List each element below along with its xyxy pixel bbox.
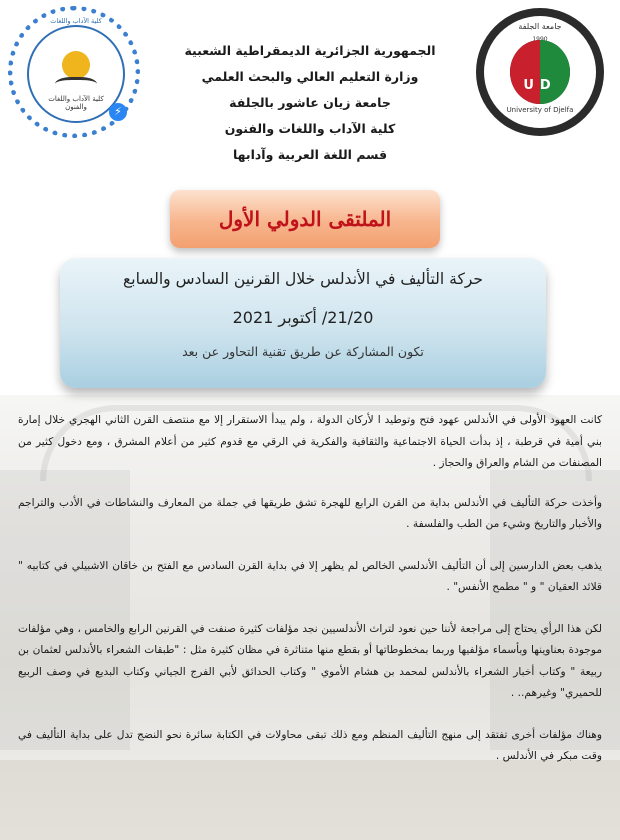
paragraph-1: كانت العهود الأولى في الأندلس عهود فتح وتوطيد ا لأركان الدولة ، ولم يبدأ الاستقرار إلا مع منتصف القرن الثاني الهجري خلال إمارة بني أمية في قرطبة ، إذ بدأت الحياة الاجتماعية والثقافية والفكرية في الرقي مع قدوم كثير من أعلام المشرق ، ومع دخول كثير من المصنفات من الشام والعراق والحجاز . <box>18 414 602 469</box>
university-logo-letters: UD <box>523 78 557 93</box>
emblem-red-stripe <box>510 40 540 104</box>
participation-mode: تكون المشاركة عن طريق تقنية التحاور عن بعد <box>182 344 424 359</box>
paragraph-4: لكن هذا الرأي يحتاج إلى مراجعة لأننا حين نعود لتراث الأندلسيين نجد مؤلفات كثيرة صنفت في القرنين الرابع والخامس ، وهي مؤلفات موجودة بعناوينها وبأسماء مؤلفيها وربما بمخطوطاتها أو بقطع منها متناثرة في مظان كثيرة مثل : "طبقات الشعراء بالأندلس لعثمان بن ربيعة " وكتاب أخبار الشعراء بالأندلس لمحمد بن هشام الأموي " وكتاب الحدائق لأبي الفرج الجياني وكتاب البديع في وصف الربيع للحميري" وغيرهم.. . <box>18 622 602 699</box>
faculty-logo <box>8 6 140 138</box>
header-line-university: جامعة زيان عاشور بالجلفة <box>229 95 391 110</box>
university-logo <box>476 8 604 136</box>
header-line-department: قسم اللغة العربية وآدابها <box>232 147 388 162</box>
university-logo-emblem <box>510 40 570 104</box>
emblem-green-stripe <box>540 40 570 104</box>
paragraph-2: وأخذت حركة التأليف في الأندلس بداية من القرن الرابع للهجرة تشق طريقها في جملة من المعارف والنشاطات في الأدب والتراجم والأخبار والتاريخ وشيء من الطب والفلسفة . <box>18 496 602 530</box>
sun-icon <box>62 51 90 79</box>
header-line-faculty: كلية الآداب واللغات والفنون <box>224 121 396 136</box>
university-logo-arabic: جامعة الجلفة <box>518 22 562 31</box>
conference-title: الملتقى الدولي الأول <box>170 190 440 248</box>
book-icon <box>55 77 97 94</box>
institution-header <box>150 38 470 168</box>
theme-panel <box>60 258 546 388</box>
university-logo-ring <box>484 16 596 128</box>
paragraph-3: يذهب بعض الدارسين إلى أن التأليف الأندلسي الخالص لم يظهر إلا في بداية القرن السادس مع الفتح بن خاقان الاشبيلي في كتابيه " قلائد العقيان " و " مطمح الأنفس" . <box>18 559 602 593</box>
conference-date: 21/20/ أكتوبر 2021 <box>232 308 374 327</box>
paragraph-5: وهناك مؤلفات أخرى تفتقد إلى منهج التأليف المنظم ومع ذلك تبقى محاولات في الكتابة سائرة نحو النضج تدل على بداية التأليف في وقت مبكر في الأندلس . <box>18 728 602 762</box>
university-logo-english: University of Djelfa <box>506 106 574 114</box>
conference-topic: حركة التأليف في الأندلس خلال القرنين السادس والسابع <box>123 270 483 288</box>
messenger-icon: ⚡ <box>109 103 127 121</box>
faculty-logo-caption: كلية الآداب واللغات والفنون <box>48 95 104 111</box>
faculty-logo-ring-text: كلية الآداب واللغات <box>50 17 102 25</box>
body-text <box>18 410 602 788</box>
header-line-ministry: وزارة التعليم العالي والبحث العلمي <box>201 69 419 84</box>
header-line-republic: الجمهورية الجزائرية الديمقراطية الشعبية <box>184 43 436 58</box>
